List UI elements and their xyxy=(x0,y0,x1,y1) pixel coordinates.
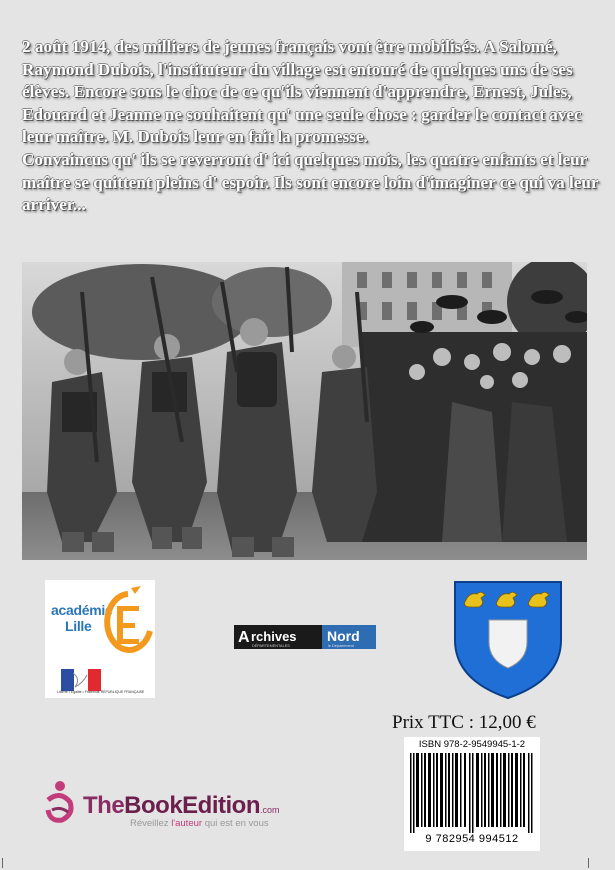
tagline-start: Réveillez xyxy=(130,818,172,829)
tagline-highlight: l'auteur xyxy=(171,818,203,829)
photo-illustration xyxy=(22,262,587,560)
coat-of-arms-icon xyxy=(453,580,563,700)
duck-icons xyxy=(465,592,550,607)
isbn-label: ISBN 978-2-9549945-1-2 xyxy=(418,739,526,750)
historical-photo-soldiers-marching xyxy=(22,262,587,560)
barcode-icon xyxy=(410,753,534,833)
republique-francaise-label: Liberté • Égalité • Fraternité RÉPUBLIQUE FRANÇAISE xyxy=(57,690,145,694)
lille-label: Lille xyxy=(65,618,92,634)
isbn-digits: 9 782954 994512 xyxy=(425,833,519,845)
price-label: Prix TTC : 12,00 € xyxy=(392,712,536,733)
isbn-barcode xyxy=(404,737,540,851)
academie-e-icon xyxy=(103,586,153,661)
the-label: The xyxy=(83,792,125,819)
nord-sub: le Département xyxy=(328,644,354,648)
com-label: .com xyxy=(260,805,280,815)
academie-lille-logo xyxy=(45,580,155,698)
bookedition-label: BookEdition xyxy=(124,792,260,819)
blurb-paragraph-1: 2 août 1914, des milliers de jeunes français vont être mobilisés. A Salomé, Raymond Dubois, l'instituteur du village est entouré de quelques uns de ses élèves. Encore sous le choc de ce qu'ils viennent d'apprendre, Ernest, Jules, Edouard et Jeanne ne souhaitent qu' une seule chose : garder le contact avec leur maître. M. Dubois leur en fait la promesse. xyxy=(22,37,582,147)
thebookedition-figure-icon xyxy=(38,780,80,826)
archives-a-letter: A xyxy=(238,629,250,646)
archives-word: rchives xyxy=(251,629,297,644)
thebookedition-wordmark xyxy=(83,792,280,820)
thebookedition-logo xyxy=(38,780,328,828)
blurb-paragraph-2: Convaincus qu' ils se reverront d' ici quelques mois, les quatre enfants et leur maître se quittent pleins d' espoir. Ils sont encore loin d'imaginer ce qui va leur arriver... xyxy=(22,149,599,215)
crop-mark xyxy=(588,858,589,868)
tagline-end: qui est en vous xyxy=(202,818,269,829)
republique-francaise-flag-icon xyxy=(61,669,101,691)
archives-nord-logo xyxy=(234,625,376,649)
publisher-tagline xyxy=(130,818,269,829)
nord-word: Nord xyxy=(327,628,360,644)
back-cover-blurb xyxy=(22,36,607,217)
academie-label: académie xyxy=(51,602,113,618)
crop-mark xyxy=(2,858,3,868)
archives-sub: DÉPARTEMENTALES xyxy=(252,644,290,648)
